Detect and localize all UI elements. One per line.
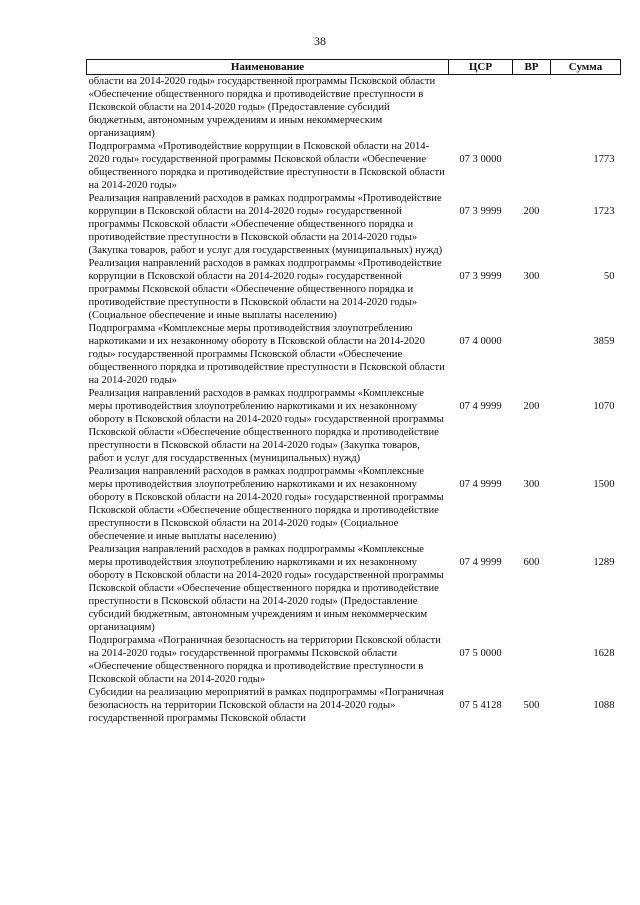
row-vr: 300 — [523, 271, 540, 282]
row-csr: 07 4 9999 — [459, 479, 502, 490]
row-name: Подпрограмма «Противодействие коррупции в Псковской области на 2014-2020 годы» государственной программы Псковской области «Обеспечение общественного порядка и противодействие преступности в Псковской области на 2014-2020 годы» — [88, 141, 445, 191]
row-sum: 1723 — [593, 206, 615, 217]
row-sum: 1088 — [593, 700, 615, 711]
row-sum: 1070 — [593, 401, 615, 412]
row-vr: 300 — [523, 479, 540, 490]
row-name: Подпрограмма «Пограничная безопасность на территории Псковской области на 2014-2020 годы» государственной программы Псковской области «Обеспечение общественного порядка и противодействие преступности в Псковской области на 2014-2020 годы» — [88, 635, 441, 685]
table-row — [87, 140, 621, 192]
row-sum: 1500 — [593, 479, 615, 490]
row-vr: 200 — [523, 401, 540, 412]
table-row — [87, 387, 621, 465]
row-csr: 07 4 0000 — [459, 336, 502, 347]
row-vr — [513, 322, 551, 387]
row-csr: 07 3 0000 — [459, 154, 502, 165]
row-vr: 200 — [523, 206, 540, 217]
row-name: Реализация направлений расходов в рамках подпрограммы «Комплексные меры противодействия злоупотреблению наркотиками и их незаконному обороту в Псковской области на 2014-2020 годы» государственной программы Псковской области «Обеспечение общественного порядка и противодействие преступности в Псковской области на 2014-2020 годы» (Социальное обеспечение и иные выплаты населению) — [88, 466, 444, 542]
row-vr: 500 — [523, 700, 540, 711]
row-name: Реализация направлений расходов в рамках подпрограммы «Комплексные меры противодействия злоупотреблению наркотиками и их незаконному обороту в Псковской области на 2014-2020 годы» государственной программы Псковской области «Обеспечение общественного порядка и противодействие преступности в Псковской области на 2014-2020 годы» (Закупка товаров, работ и услуг для государственных (муниципальных) нужд) — [88, 388, 444, 464]
row-vr — [513, 75, 551, 141]
row-name: Реализация направлений расходов в рамках подпрограммы «Противодействие коррупции в Псковской области на 2014-2020 годы» государственной программы Псковской области «Обеспечение общественного порядка и противодействие преступности в Псковской области на 2014-2020 годы» (Закупка товаров, работ и услуг для государственных (муниципальных) нужд) — [88, 193, 443, 256]
table-row — [87, 634, 621, 686]
table-row — [87, 192, 621, 257]
row-csr: 07 5 4128 — [459, 700, 502, 711]
row-csr — [449, 75, 513, 141]
row-csr: 07 3 9999 — [459, 271, 502, 282]
header-sum: Сумма — [551, 60, 621, 75]
header-name: Наименование — [87, 60, 449, 75]
table-row — [87, 322, 621, 387]
header-vr: ВР — [513, 60, 551, 75]
row-name: области на 2014-2020 годы» государственной программы Псковской области «Обеспечение общественного порядка и противодействие преступности в Псковской области на 2014-2020 годы» (Предоставление субсидий бюджетным, автономным учреждениям и иным некоммерческим организациям) — [88, 76, 436, 139]
row-name: Реализация направлений расходов в рамках подпрограммы «Противодействие коррупции в Псковской области на 2014-2020 годы» государственной программы Псковской области «Обеспечение общественного порядка и противодействие преступности в Псковской области на 2014-2020 годы» (Социальное обеспечение и иные выплаты населению) — [88, 258, 442, 321]
row-sum: 50 — [603, 271, 615, 282]
row-name: Реализация направлений расходов в рамках подпрограммы «Комплексные меры противодействия злоупотреблению наркотиками и их незаконному обороту в Псковской области на 2014-2020 годы» государственной программы Псковской области «Обеспечение общественного порядка и противодействие преступности в Псковской области на 2014-2020 годы» (Предоставление субсидий бюджетным, автономным учреждениям и иным некоммерческим организациям) — [88, 544, 444, 633]
table-row — [87, 465, 621, 543]
row-csr: 07 3 9999 — [459, 206, 502, 217]
table-row — [87, 686, 621, 725]
row-sum: 1773 — [593, 154, 615, 165]
row-sum: 3859 — [593, 336, 615, 347]
row-name: Субсидии на реализацию мероприятий в рамках подпрограммы «Пограничная безопасность на территории Псковской области на 2014-2020 годы» государственной программы Псковской области — [88, 687, 444, 724]
row-sum: 1289 — [593, 557, 615, 568]
row-vr — [513, 634, 551, 686]
table-row — [87, 543, 621, 634]
page-number: 38 — [314, 34, 326, 48]
table-header-row — [87, 60, 621, 75]
header-csr: ЦСР — [449, 60, 513, 75]
row-csr: 07 5 0000 — [459, 648, 502, 659]
row-sum: 1628 — [593, 648, 615, 659]
row-sum — [551, 75, 621, 141]
row-csr: 07 4 9999 — [459, 557, 502, 568]
row-csr: 07 4 9999 — [459, 401, 502, 412]
table-row — [87, 257, 621, 322]
budget-table — [86, 59, 621, 725]
row-vr — [513, 140, 551, 192]
table-row — [87, 75, 621, 141]
row-name: Подпрограмма «Комплексные меры противодействия злоупотреблению наркотиками и их незаконному обороту в Псковской области на 2014-2020 годы» государственной программы Псковской области «Обеспечение общественного порядка и противодействие преступности в Псковской области на 2014-2020 годы» — [88, 323, 445, 386]
row-vr: 600 — [523, 557, 540, 568]
